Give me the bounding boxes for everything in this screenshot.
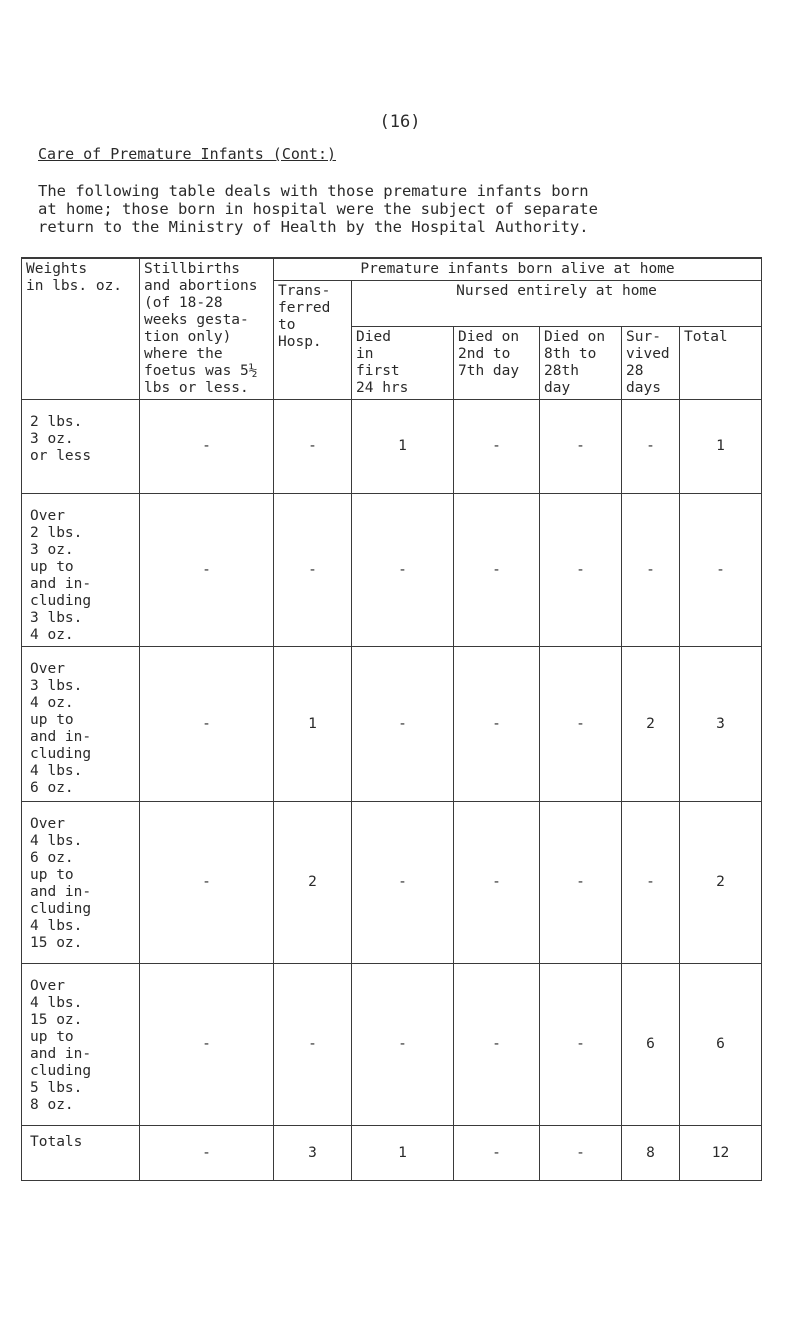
survived-28-cell: - <box>622 494 680 647</box>
header-nursed-group: Nursed entirely at home <box>352 281 762 327</box>
transferred-cell: 2 <box>274 802 352 964</box>
survived-28-cell: 2 <box>622 647 680 802</box>
header-weights: Weights in lbs. oz. <box>22 258 140 400</box>
table-row <box>22 802 762 964</box>
intro-paragraph: The following table deals with those premature infants born at home; those born in hospital were the subject of separate return to the Ministry of Health by the Hospital Authority. <box>38 182 598 236</box>
weight-cell: 2 lbs. 3 oz. or less <box>22 400 140 494</box>
died-8-28-cell: - <box>540 494 622 647</box>
premature-infants-table <box>21 257 761 1181</box>
stillbirths-cell: - <box>140 964 274 1126</box>
died-8-28-total: - <box>540 1126 622 1181</box>
died-2-7-cell: - <box>454 802 540 964</box>
total-cell: 1 <box>680 400 762 494</box>
died-8-28-cell: - <box>540 802 622 964</box>
survived-28-cell: - <box>622 802 680 964</box>
survived-28-total: 8 <box>622 1126 680 1181</box>
totals-row <box>22 1126 762 1181</box>
header-died-2-7: Died on 2nd to 7th day <box>454 327 540 400</box>
header-died-first-24: Died in first 24 hrs <box>352 327 454 400</box>
died-first-24-cell: - <box>352 647 454 802</box>
table-row <box>22 647 762 802</box>
died-8-28-cell: - <box>540 400 622 494</box>
header-total: Total <box>680 327 762 400</box>
died-2-7-total: - <box>454 1126 540 1181</box>
transferred-cell: - <box>274 494 352 647</box>
weight-cell: Over 2 lbs. 3 oz. up to and in- cluding 3 lbs. 4 oz. <box>22 494 140 647</box>
header-died-8-28: Died on 8th to 28th day <box>540 327 622 400</box>
transferred-cell: - <box>274 964 352 1126</box>
header-survived-28: Sur- vived 28 days <box>622 327 680 400</box>
transferred-cell: - <box>274 400 352 494</box>
table-row <box>22 964 762 1126</box>
died-2-7-cell: - <box>454 400 540 494</box>
died-first-24-total: 1 <box>352 1126 454 1181</box>
table-row <box>22 400 762 494</box>
page-number: (16) <box>379 112 421 132</box>
stillbirths-total: - <box>140 1126 274 1181</box>
stillbirths-cell: - <box>140 400 274 494</box>
total-cell: 3 <box>680 647 762 802</box>
header-premature-group: Premature infants born alive at home <box>274 258 762 281</box>
died-8-28-cell: - <box>540 964 622 1126</box>
survived-28-cell: - <box>622 400 680 494</box>
weight-cell: Over 3 lbs. 4 oz. up to and in- cluding 4 lbs. 6 oz. <box>22 647 140 802</box>
weight-cell: Over 4 lbs. 15 oz. up to and in- cluding 5 lbs. 8 oz. <box>22 964 140 1126</box>
section-heading: Care of Premature Infants (Cont:) <box>38 145 337 163</box>
stillbirths-cell: - <box>140 647 274 802</box>
died-first-24-cell: - <box>352 494 454 647</box>
total-cell: 6 <box>680 964 762 1126</box>
died-2-7-cell: - <box>454 647 540 802</box>
totals-label: Totals <box>22 1126 140 1181</box>
stillbirths-cell: - <box>140 802 274 964</box>
transferred-total: 3 <box>274 1126 352 1181</box>
died-2-7-cell: - <box>454 964 540 1126</box>
header-transferred: Trans- ferred to Hosp. <box>274 281 352 400</box>
died-first-24-cell: - <box>352 964 454 1126</box>
grand-total: 12 <box>680 1126 762 1181</box>
died-2-7-cell: - <box>454 494 540 647</box>
table-row <box>22 494 762 647</box>
died-8-28-cell: - <box>540 647 622 802</box>
weight-cell: Over 4 lbs. 6 oz. up to and in- cluding 4 lbs. 15 oz. <box>22 802 140 964</box>
died-first-24-cell: 1 <box>352 400 454 494</box>
died-first-24-cell: - <box>352 802 454 964</box>
transferred-cell: 1 <box>274 647 352 802</box>
total-cell: 2 <box>680 802 762 964</box>
survived-28-cell: 6 <box>622 964 680 1126</box>
total-cell: - <box>680 494 762 647</box>
header-stillbirths: Stillbirths and abortions (of 18-28 weeks gesta- tion only) where the foetus was 5½ lbs or less. <box>140 258 274 400</box>
stillbirths-cell: - <box>140 494 274 647</box>
